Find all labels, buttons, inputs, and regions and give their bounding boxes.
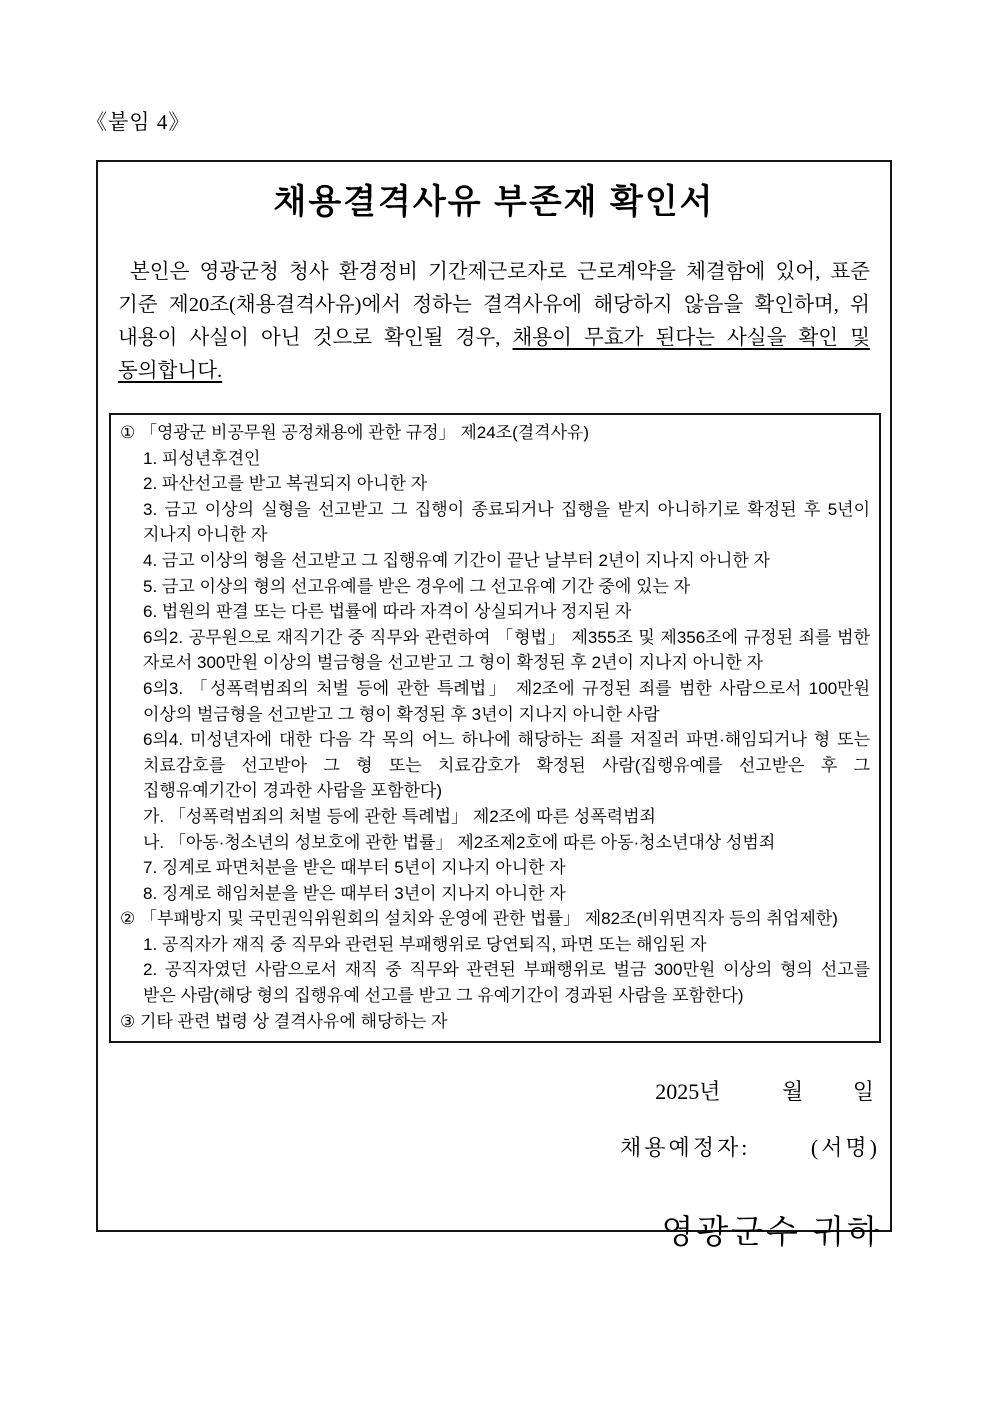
notice-item-clause2-2: 2. 공직자였던 사람으로서 재직 중 직무와 관련된 부패행위로 벌금 300만원 이상의 형의 선고를 받은 사람(해당 형의 집행유예 선고를 받고 그 유예기간이 경과된 사람을 포함한다) xyxy=(143,960,870,1006)
date-day: 일 xyxy=(852,1079,874,1105)
date-line xyxy=(98,1075,890,1106)
date-month: 월 xyxy=(781,1079,804,1105)
notice-item-clause2-1: 1. 공직자가 재직 중 직무와 관련된 부패행위로 당연퇴직, 파면 또는 해임된 자 xyxy=(143,934,707,954)
signature-mark: (서명) xyxy=(810,1135,880,1161)
form-border-box xyxy=(96,160,892,1252)
notice-item-3: 3. 금고 이상의 실형을 선고받고 그 집행이 종료되거나 집행을 받지 아니하기로 확정된 후 5년이 지나지 아니한 자 xyxy=(143,499,870,545)
notice-item-4: 4. 금고 이상의 형을 선고받고 그 집행유예 기간이 끝난 날부터 2년이 지나지 아니한 자 xyxy=(143,550,770,570)
notice-item-8: 8. 징계로 해임처분을 받은 때부터 3년이 지나지 아니한 자 xyxy=(143,883,566,903)
notice-item-5: 5. 금고 이상의 형의 선고유예를 받은 경우에 그 선고유예 기간 중에 있는 자 xyxy=(143,576,691,596)
notice-item-7: 7. 징계로 파면처분을 받은 때부터 5년이 지나지 아니한 자 xyxy=(143,858,566,878)
notice-item-clause3: ③ 기타 관련 법령 상 결격사유에 해당하는 자 xyxy=(120,1011,448,1031)
signer-line xyxy=(98,1131,890,1162)
form-title: 채용결격사유 부존재 확인서 xyxy=(273,183,715,221)
signer-label: 채용예정자: xyxy=(619,1135,751,1161)
notice-item-2: 2. 파산선고를 받고 복권되지 아니한 자 xyxy=(143,474,428,494)
date-year: 2025년 xyxy=(655,1079,721,1105)
notice-item-clause1: ① 「영광군 비공무원 공정채용에 관한 규정」 제24조(결격사유) xyxy=(120,423,590,442)
notice-item-6: 6. 법원의 판결 또는 다른 법률에 따라 자격이 상실되거나 정지된 자 xyxy=(143,602,632,622)
notice-item-6-3: 6의3. 「성폭력범죄의 처벌 등에 관한 특례법」 제2조에 규정된 죄를 범한 사람으로서 100만원 이상의 벌금형을 선고받고 그 형이 확정된 후 3년이 지나지 아니한 사람 xyxy=(143,678,870,724)
notice-item-6-2: 6의2. 공무원으로 재직기간 중 직무와 관련하여 「형법」 제355조 및 제356조에 규정된 죄를 범한 자로서 300만원 이상의 벌금형을 선고받고 그 형이 확정된 후 2년이 지나지 아니한 자 xyxy=(143,627,870,673)
attachment-number-label: 《붙임 4》 xyxy=(86,110,191,134)
notice-item-ga: 가. 「성폭력범죄의 처벌 등에 관한 특례법」 제2조에 따른 성폭력범죄 xyxy=(143,806,656,826)
notice-item-clause2: ② 「부패방지 및 국민권익위원회의 설치와 운영에 관한 법률」 제82조(비위면직자 등의 취업제한) xyxy=(120,909,838,929)
addressee-line: 영광군수 귀하 xyxy=(661,1215,882,1252)
notice-item-6-4: 6의4. 미성년자에 대한 다음 각 목의 어느 하나에 해당하는 죄를 저질러 파면·해임되거나 형 또는 치료감호를 선고받아 그 형 또는 치료감호가 확정된 사람(집행유예를 선고받은 후 그 집행유예기간이 경과한 사람을 포함한다) xyxy=(143,730,870,801)
intro-text: 본인은 영광군청 청사 환경정비 기간제근로자로 근로계약을 체결함에 있어, 표준 기준 제20조(채용결격사유)에서 정하는 결격사유에 해당하지 않음을 확인하며, 위 내용이 사실이 아닌 것으로 확인될 경우, xyxy=(118,261,870,349)
intro-underlined-text: 채용이 무효가 된다는 사실을 확인 및 동의합니다. xyxy=(118,327,871,382)
intro-paragraph xyxy=(118,256,870,388)
notice-item-1: 1. 피성년후견인 xyxy=(143,448,261,468)
notice-item-na: 나. 「아동·청소년의 성보호에 관한 법률」 제2조제2호에 따른 아동·청소년대상 성범죄 xyxy=(143,832,776,852)
disqualification-notice-box xyxy=(109,413,881,1043)
